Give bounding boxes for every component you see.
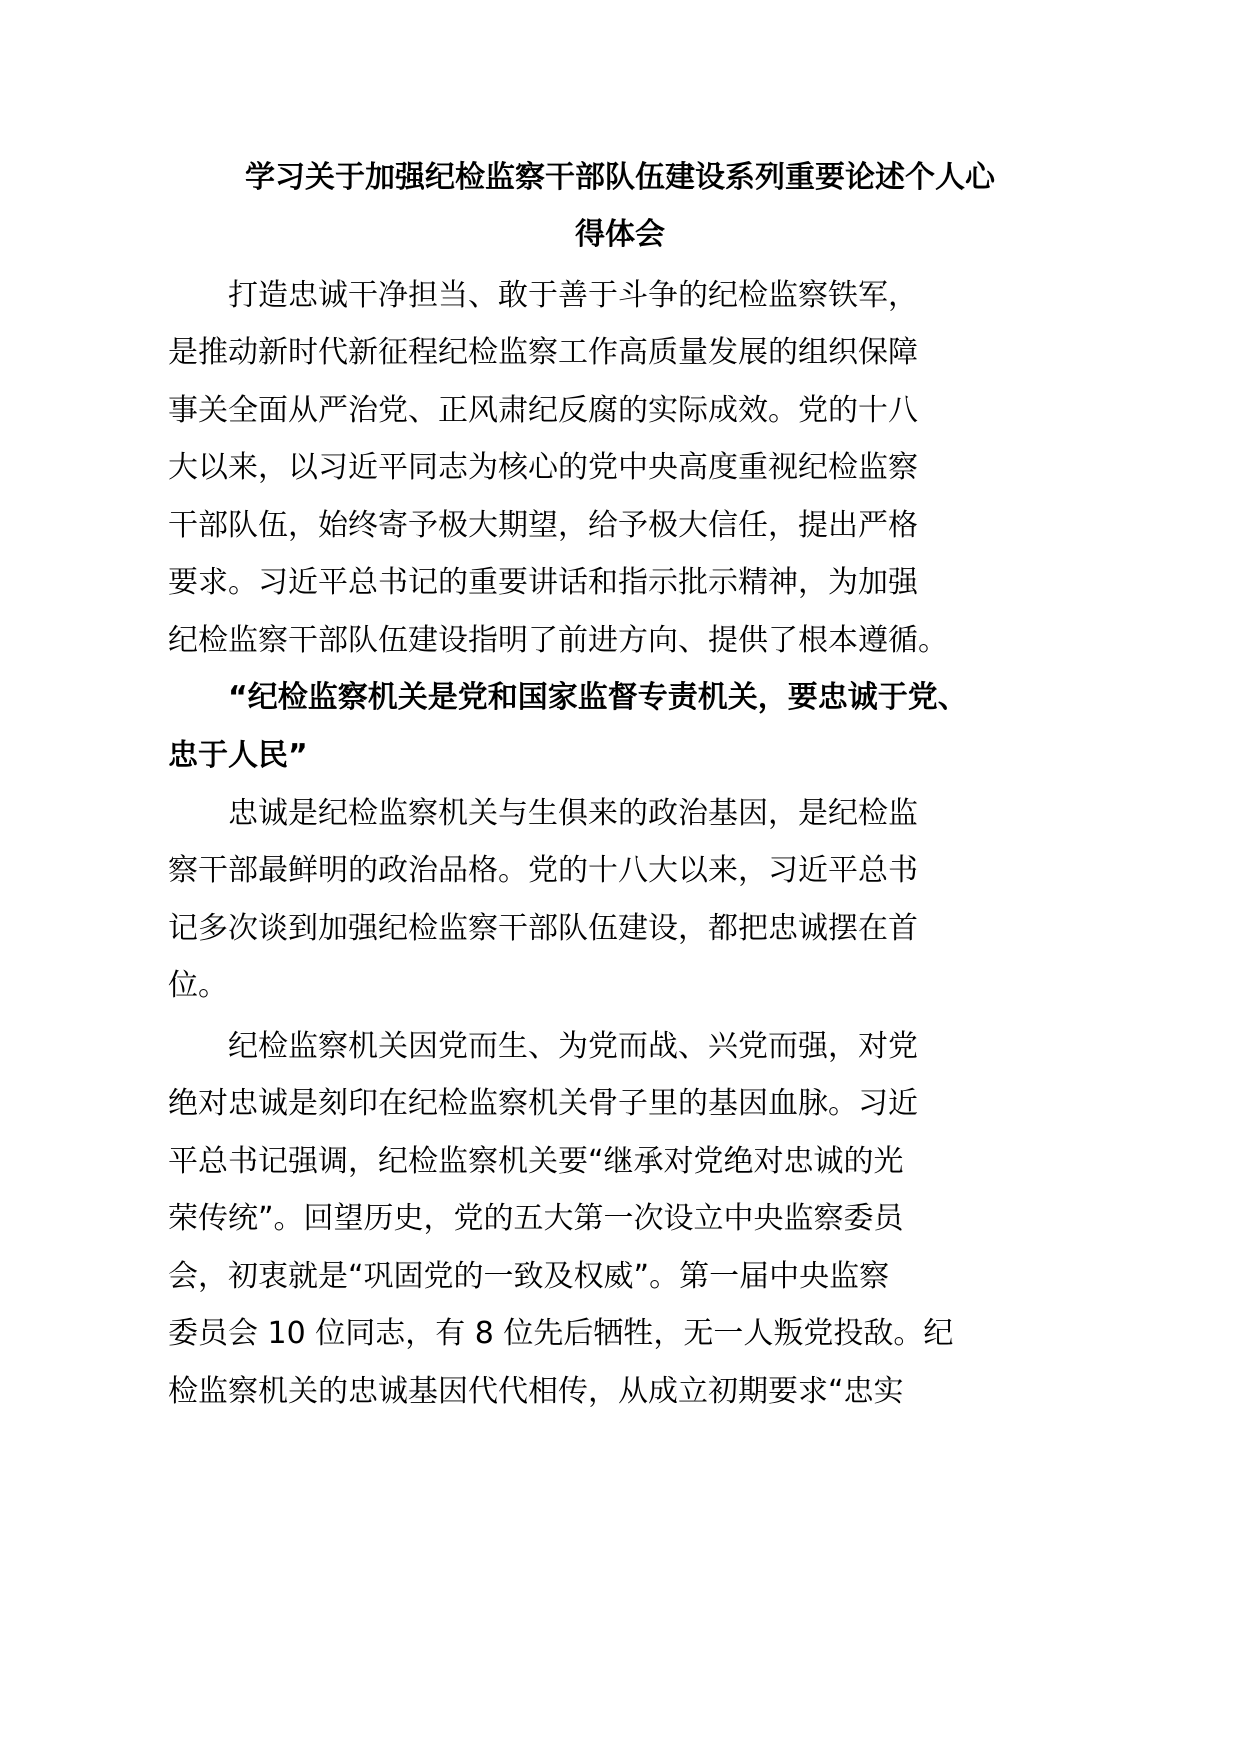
paragraph-line: 绝对忠诚是刻印在纪检监察机关骨子里的基因血脉。习近 [168, 1086, 918, 1121]
paragraph-line: 记多次谈到加强纪检监察干部队伍建设，都把忠诚摆在首 [168, 911, 918, 946]
paragraph-line: 事关全面从严治党、正风肃纪反腐的实际成效。党的十八 [168, 393, 918, 428]
paragraph-line: 会，初衷就是“巩固党的一致及权威”。第一届中央监察 [168, 1259, 890, 1294]
paragraph-line: 察干部最鲜明的政治品格。党的十八大以来，习近平总书 [168, 853, 918, 888]
section-heading-line: “纪检监察机关是党和国家监督专责机关，要忠诚于党、 [228, 680, 968, 715]
paragraph-line: 忠诚是纪检监察机关与生俱来的政治基因，是纪检监 [228, 796, 918, 831]
paragraph-line: 纪检监察机关因党而生、为党而战、兴党而强，对党 [228, 1029, 918, 1064]
paragraph-line: 位。 [168, 968, 228, 1003]
paragraph-line: 平总书记强调，纪检监察机关要“继承对党绝对忠诚的光 [168, 1144, 904, 1179]
document-title-line-1: 学习关于加强纪检监察干部队伍建设系列重要论述个人心 [245, 160, 995, 195]
document-title-line-2: 得体会 [575, 217, 665, 252]
paragraph-line: 是推动新时代新征程纪检监察工作高质量发展的组织保障 [168, 335, 918, 370]
paragraph-line: 要求。习近平总书记的重要讲话和指示批示精神，为加强 [168, 565, 918, 600]
paragraph-line: 检监察机关的忠诚基因代代相传，从成立初期要求“忠实 [168, 1374, 904, 1409]
paragraph-line: 纪检监察干部队伍建设指明了前进方向、提供了根本遵循。 [168, 623, 948, 658]
section-heading-line: 忠于人民” [168, 738, 308, 773]
paragraph-line: 荣传统”。回望历史，党的五大第一次设立中央监察委员 [168, 1201, 904, 1236]
paragraph-line: 打造忠诚干净担当、敢于善于斗争的纪检监察铁军， [228, 278, 918, 313]
paragraph-line: 干部队伍，始终寄予极大期望，给予极大信任，提出严格 [168, 508, 918, 543]
paragraph-line: 委员会 10 位同志，有 8 位先后牺牲，无一人叛党投敌。纪 [168, 1316, 954, 1351]
paragraph-line: 大以来，以习近平同志为核心的党中央高度重视纪检监察 [168, 450, 918, 485]
